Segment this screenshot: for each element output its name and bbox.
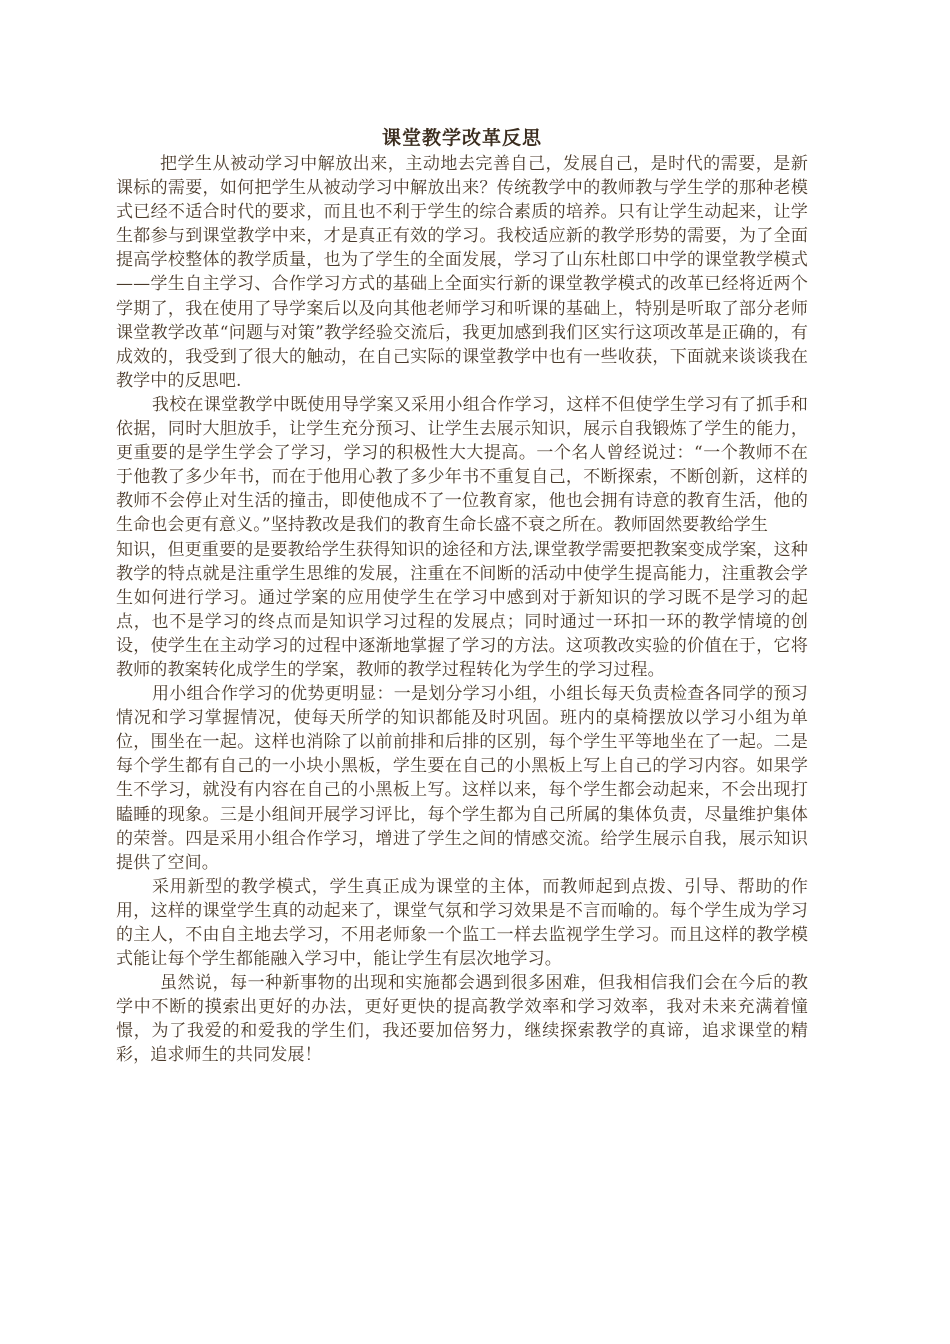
- paragraph-4: 用小组合作学习的优势更明显：一是划分学习小组，小组长每天负责检查各同学的预习情况和学习掌握情况，使每天所学的知识都能及时巩固。班内的桌椅摆放以学习小组为单位，围坐在一起。这样也消除了以前前排和后排的区别，每个学生平等地坐在了一起。二是每个学生都有自己的一小块小黑板，学生要在自己的小黑板上写上自己的学习内容。如果学生不学习，就没有内容在自己的小黑板上写。这样以来，每个学生都会动起来，不会出现打瞌睡的现象。三是小组间开展学习评比，每个学生都为自己所属的集体负责，尽量维护集体的荣誉。四是采用小组合作学习，增进了学生之间的情感交流。给学生展示自我，展示知识提供了空间。: [116, 684, 808, 873]
- document-page: [116, 124, 808, 1068]
- paragraph-3: 知识，但更重要的是要教给学生获得知识的途径和方法,课堂教学需要把教案变成学案，这种教学的特点就是注重学生思维的发展，注重在不间断的活动中使学生提高能力，注重教会学生如何进行学习。通过学案的应用使学生在学习中感到对于新知识的学习既不是学习的起点，也不是学习的终点而是知识学习过程的发展点；同时通过一环扣一环的教学情境的创设，使学生在主动学习的过程中逐渐地掌握了学习的方法。这项教改实验的价值在于，它将教师的教案转化成学生的学案，教师的教学过程转化为学生的学习过程。: [116, 539, 808, 680]
- paragraph-1: 把学生从被动学习中解放出来，主动地去完善自己，发展自己，是时代的需要，是新课标的需要，如何把学生从被动学习中解放出来？传统教学中的教师教与学生学的那种老模式已经不适合时代的要求，而且也不利于学生的综合素质的培养。只有让学生动起来，让学生都参与到课堂教学中来，才是真正有效的学习。我校适应新的教学形势的需要，为了全面提高学校整体的教学质量，也为了学生的全面发展，学习了山东杜郎口中学的课堂教学模式——学生自主学习、合作学习方式的基础上全面实行新的课堂教学模式的改革已经将近两个学期了，我在使用了导学案后以及向其他老师学习和听课的基础上，特别是听取了部分老师课堂教学改革“问题与对策”教学经验交流后，我更加感到我们区实行这项改革是正确的，有成效的，我受到了很大的触动，在自己实际的课堂教学中也有一些收获，下面就来谈谈我在教学中的反思吧.: [116, 154, 808, 391]
- document-title: 课堂教学改革反思: [381, 127, 542, 149]
- paragraph-5: 采用新型的教学模式，学生真正成为课堂的主体，而教师起到点拨、引导、帮助的作用，这样的课堂学生真的动起来了，课堂气氛和学习效果是不言而喻的。每个学生成为学习的主人，不由自主地去学习，不用老师象一个监工一样去监视学生学习。而且这样的教学模式能让每个学生都能融入学习中，能让学生有层次地学习。: [116, 876, 808, 970]
- paragraph-2: 我校在课堂教学中既使用导学案又采用小组合作学习，这样不但使学生学习有了抓手和依据，同时大胆放手，让学生充分预习、让学生去展示知识，展示自我锻炼了学生的能力，更重要的是学生学会了学习，学习的积极性大大提高。一个名人曾经说过：“一个教师不在于他教了多少年书，而在于他用心教了多少年书不重复自己，不断探索，不断创新，这样的教师不会停止对生活的撞击，即使他成不了一位教育家，他也会拥有诗意的教育生活，他的生命也会更有意义。”坚持教改是我们的教育生命长盛不衰之所在。教师固然要教给学生: [116, 394, 808, 536]
- paragraph-6: 虽然说，每一种新事物的出现和实施都会遇到很多困难，但我相信我们会在今后的教学中不断的摸索出更好的办法，更好更快的提高教学效率和学习效率，我对未来充满着憧憬，为了我爱的和爱我的学生们，我还要加倍努力，继续探索教学的真谛，追求课堂的精彩，追求师生的共同发展！: [116, 973, 808, 1066]
